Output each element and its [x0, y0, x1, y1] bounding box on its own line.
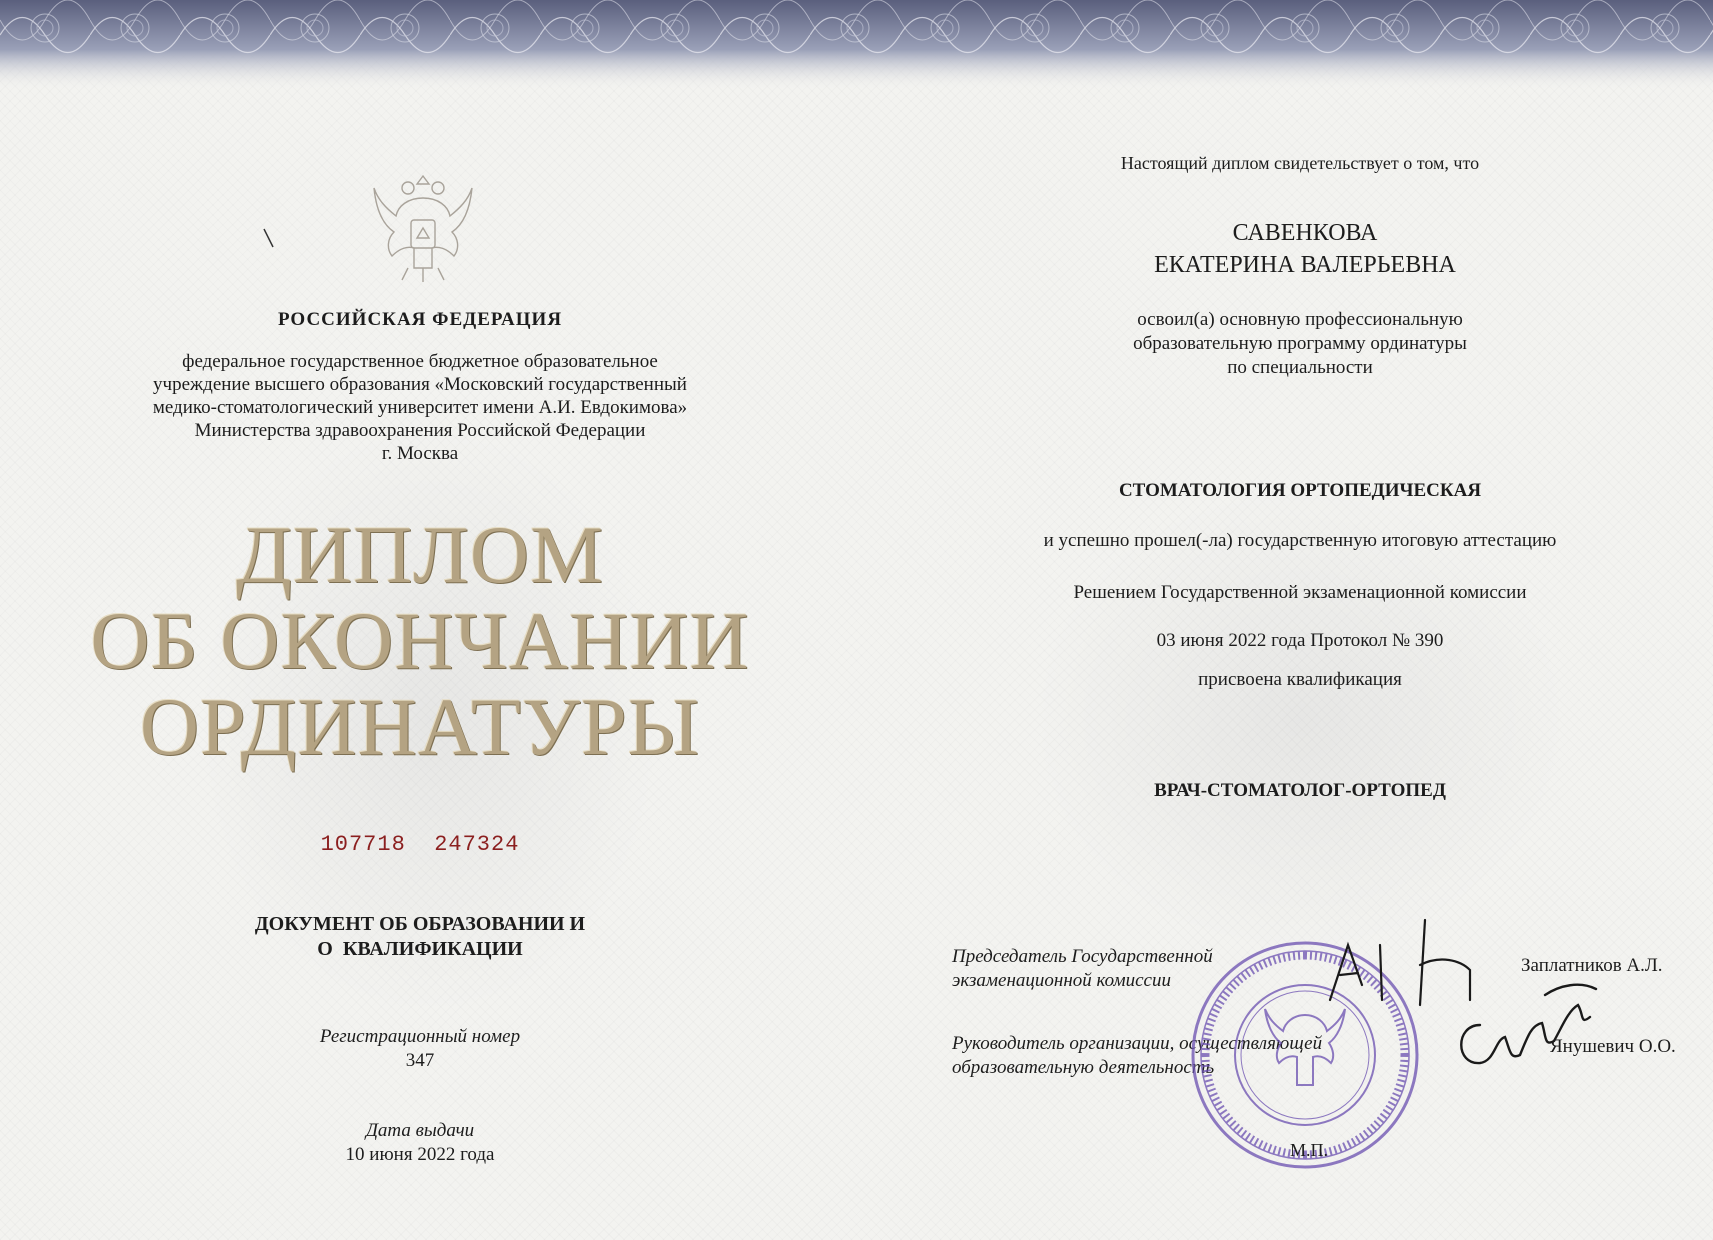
chair-name: Заплатников А.Л.: [1521, 955, 1663, 976]
qualification-label: присвоена квалификация: [1198, 669, 1402, 690]
document-type-line: О КВАЛИФИКАЦИИ: [317, 938, 523, 960]
organization-city: г. Москва: [381, 443, 459, 464]
head-role-line: образовательную деятельность: [952, 1057, 1215, 1078]
graduate-surname: САВЕНКОВА: [1232, 220, 1378, 246]
document-type: [170, 912, 670, 962]
organization-line: медико-стоматологический университет имени А.И. Евдокимова»: [152, 397, 688, 418]
guilloche-border: [0, 0, 1713, 90]
head-name: Янушевич О.О.: [1550, 1036, 1676, 1057]
diploma-title-line: ДИПЛОМ: [235, 509, 605, 600]
qualification: ВРАЧ-СТОМАТОЛОГ-ОРТОПЕД: [1154, 780, 1446, 801]
registration-number-label: Регистрационный номер: [319, 1026, 521, 1047]
pen-mark: [262, 227, 276, 249]
organization-line: учреждение высшего образования «Московский государственный: [153, 374, 687, 395]
document-type-line: ДОКУМЕНТ ОБ ОБРАЗОВАНИИ И: [254, 913, 586, 935]
specialty: СТОМАТОЛОГИЯ ОРТОПЕДИЧЕСКАЯ: [1118, 480, 1482, 501]
head-role-line: Руководитель организации, осуществляющей: [952, 1033, 1323, 1054]
diploma-title-line: ОБ ОКОНЧАНИИ: [90, 595, 750, 686]
chair-role-line: Председатель Государственной: [952, 946, 1213, 967]
coat-of-arms-icon: [368, 168, 478, 286]
program-statement-line: образовательную программу ординатуры: [1133, 333, 1467, 354]
diploma-title-line: ОРДИНАТУРЫ: [139, 681, 701, 772]
diploma-title: [70, 509, 770, 772]
country-name: РОССИЙСКАЯ ФЕДЕРАЦИЯ: [277, 309, 563, 330]
attestation-statement: и успешно прошел(-ла) государственную итоговую аттестацию: [1043, 530, 1557, 551]
serial-number: 107718 247324: [320, 832, 520, 857]
protocol-date: 03 июня 2022 года Протокол № 390: [1156, 630, 1444, 651]
program-statement-line: освоил(а) основную профессиональную: [1137, 309, 1463, 330]
organization-name: [95, 350, 745, 465]
organization-line: федеральное государственное бюджетное образовательное: [182, 351, 658, 372]
head-signature: [1450, 975, 1600, 1070]
chair-role-line: экзаменационной комиссии: [952, 970, 1171, 991]
commission-decision: Решением Государственной экзаменационной комиссии: [1073, 582, 1527, 603]
issue-date-label: Дата выдачи: [365, 1120, 475, 1141]
graduate-given-names: ЕКАТЕРИНА ВАЛЕРЬЕВНА: [1154, 252, 1456, 278]
registration-number: 347: [405, 1050, 435, 1071]
intro-text: Настоящий диплом свидетельствует о том, что: [1120, 153, 1480, 173]
program-statement: [1010, 308, 1590, 380]
issue-date: 10 июня 2022 года: [345, 1144, 495, 1165]
stamp-place-label: М.П.: [1290, 1140, 1329, 1160]
organization-line: Министерства здравоохранения Российской Федерации: [194, 420, 646, 441]
program-statement-line: по специальности: [1227, 357, 1373, 378]
